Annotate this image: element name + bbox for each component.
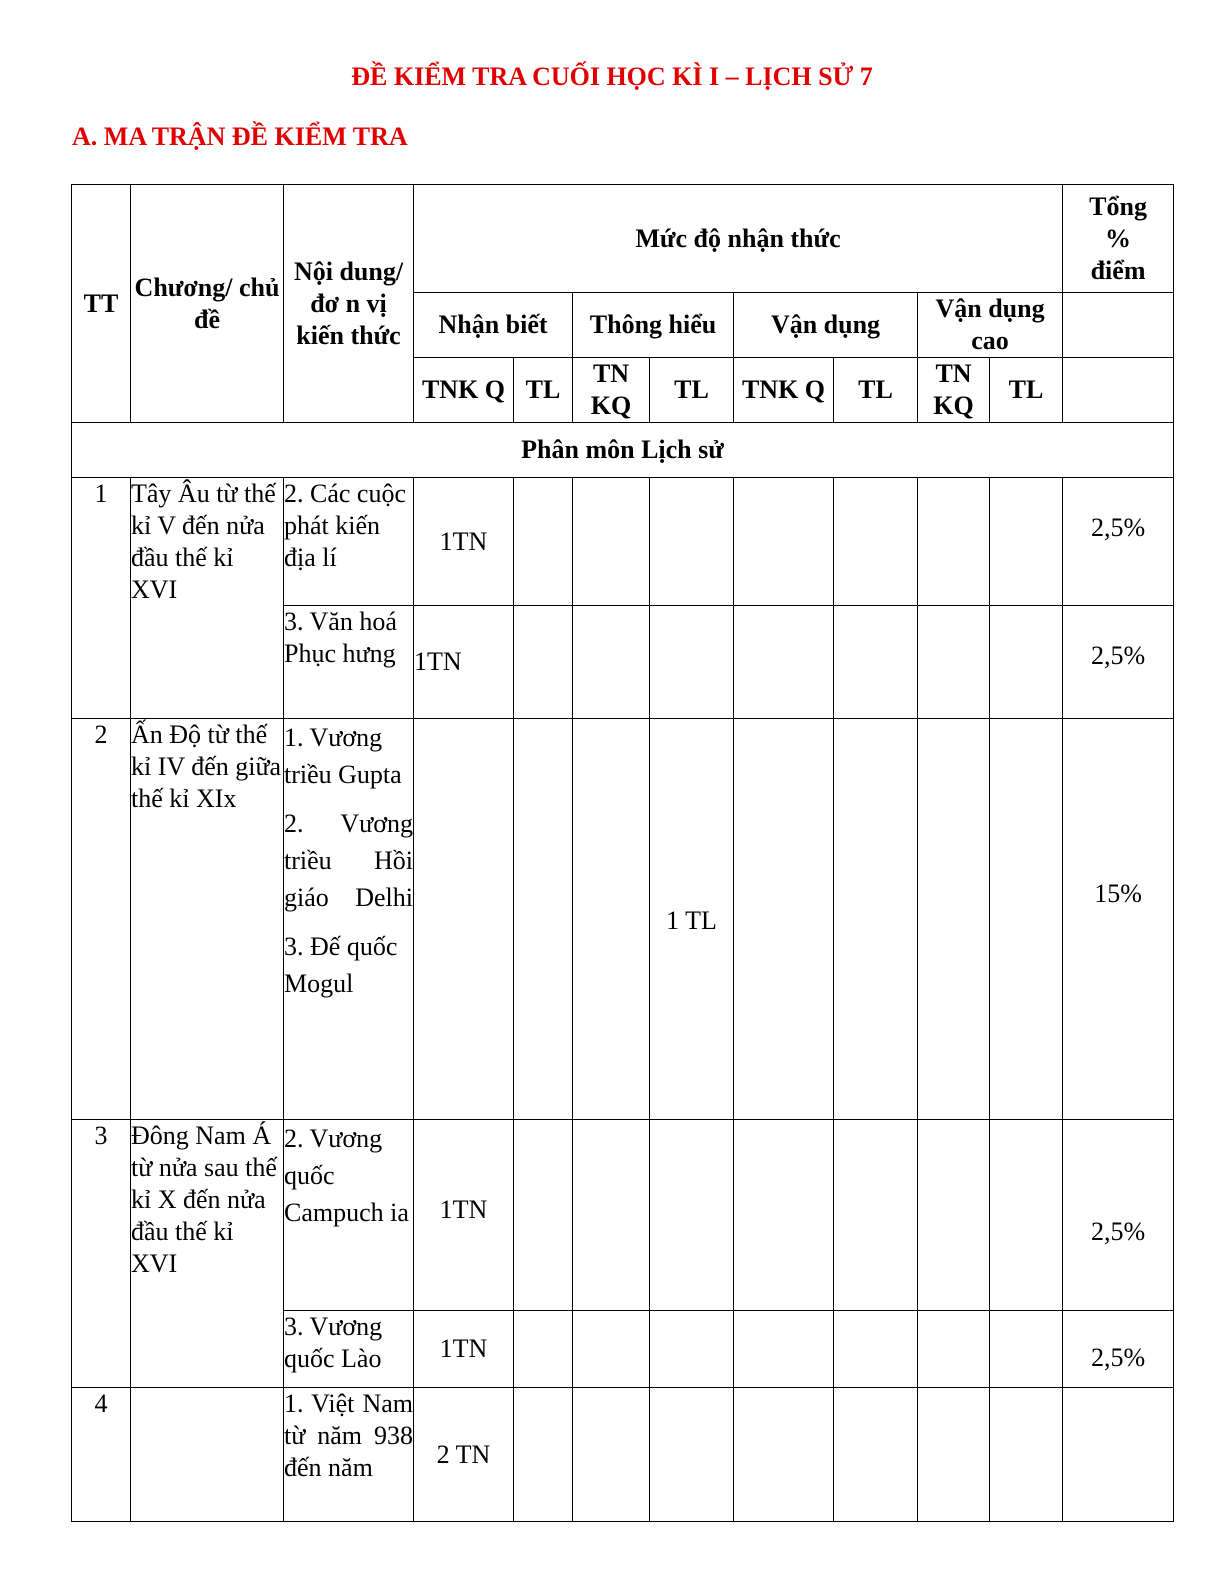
cell-nb-tl (514, 606, 573, 719)
row-chapter: Đông Nam Á từ nửa sau thế kỉ X đến nửa đầu thế kỉ XVI (131, 1120, 284, 1388)
cell-nb-tl (514, 1388, 573, 1522)
cell-total-pct: 2,5% (1063, 478, 1174, 606)
cell-vd-tl (834, 1311, 918, 1388)
cell-total-pct: 2,5% (1063, 1311, 1174, 1388)
cell-vd-tl (834, 478, 918, 606)
cell-th-tl: 1 TL (650, 719, 734, 1120)
table-row (72, 1388, 1174, 1522)
cell-vdc-tnkq (918, 1120, 990, 1311)
cell-nb-tl (514, 719, 573, 1120)
cell-vd-tnkq (734, 1120, 834, 1311)
table-row (72, 478, 1174, 606)
cell-nb-tnkq: 1TN (414, 478, 514, 606)
cell-vd-tnkq (734, 478, 834, 606)
cell-th-tl (650, 606, 734, 719)
cell-nb-tnkq: 1TN (414, 606, 514, 719)
cell-vdc-tnkq (918, 1311, 990, 1388)
cell-th-tnkq (573, 478, 650, 606)
header-sub-tnkq: TNK Q (734, 358, 834, 423)
header-total: Tổng % điểm (1063, 185, 1174, 293)
test-matrix-table (71, 184, 1174, 1522)
header-sub-tl: TL (650, 358, 734, 423)
cell-vdc-tl (990, 478, 1063, 606)
cell-th-tl (650, 1311, 734, 1388)
cell-vdc-tnkq (918, 606, 990, 719)
cell-nb-tnkq: 1TN (414, 1120, 514, 1311)
document-title: ĐỀ KIỂM TRA CUỐI HỌC KÌ I – LỊCH SỬ 7 (351, 62, 873, 91)
header-sub-tnkq: TNK Q (414, 358, 514, 423)
content-item: 1. Vương triều Gupta (284, 723, 402, 789)
row-content: 2. Vương quốc Campuch ia (284, 1120, 414, 1311)
header-content: Nội dung/đơ n vị kiến thức (284, 185, 414, 423)
header-level-group: Mức độ nhận thức (414, 185, 1063, 293)
cell-vdc-tnkq (918, 719, 990, 1120)
cell-total-pct: 15% (1063, 719, 1174, 1120)
cell-vdc-tnkq (918, 1388, 990, 1522)
cell-th-tl (650, 478, 734, 606)
cell-vd-tnkq (734, 1311, 834, 1388)
row-chapter (131, 1388, 284, 1522)
cell-nb-tl (514, 1311, 573, 1388)
header-row-1 (72, 185, 1174, 293)
row-content: 1. Việt Nam từ năm 938 đến năm (284, 1388, 414, 1522)
row-tt: 4 (72, 1388, 131, 1522)
cell-th-tl (650, 1388, 734, 1522)
cell-vdc-tl (990, 1311, 1063, 1388)
cell-vdc-tl (990, 606, 1063, 719)
row-chapter: Ấn Độ từ thế kỉ IV đến giữa thế kỉ XIx (131, 719, 284, 1120)
header-sub-tl: TL (834, 358, 918, 423)
cell-nb-tnkq: 2 TN (414, 1388, 514, 1522)
header-level-recognition: Nhận biết (414, 293, 573, 358)
row-content (284, 719, 414, 1120)
cell-total-pct (1063, 1388, 1174, 1522)
cell-th-tnkq (573, 1388, 650, 1522)
cell-vdc-tl (990, 1120, 1063, 1311)
cell-th-tnkq (573, 606, 650, 719)
cell-vd-tnkq (734, 1388, 834, 1522)
header-sub-tnkq: TN KQ (573, 358, 650, 423)
table-row (72, 719, 1174, 1120)
content-item: 2. Vương triều Hồi giáo Delhi (284, 809, 413, 912)
cell-th-tnkq (573, 1120, 650, 1311)
header-chapter: Chương/ chủ đề (131, 185, 284, 423)
cell-vd-tl (834, 606, 918, 719)
header-total-blank (1063, 293, 1174, 358)
header-sub-tl: TL (990, 358, 1063, 423)
header-level-high-application: Vận dụng cao (918, 293, 1063, 358)
cell-nb-tl (514, 1120, 573, 1311)
row-tt: 3 (72, 1120, 131, 1388)
header-level-application: Vận dụng (734, 293, 918, 358)
cell-nb-tnkq: 1TN (414, 1311, 514, 1388)
header-sub-tl: TL (514, 358, 573, 423)
cell-vdc-tl (990, 1388, 1063, 1522)
subject-row (72, 423, 1174, 478)
cell-th-tnkq (573, 1311, 650, 1388)
row-content: 3. Văn hoá Phục hưng (284, 606, 414, 719)
cell-total-pct: 2,5% (1063, 1120, 1174, 1311)
cell-vd-tnkq (734, 719, 834, 1120)
row-content: 3. Vương quốc Lào (284, 1311, 414, 1388)
cell-vdc-tl (990, 719, 1063, 1120)
cell-nb-tl (514, 478, 573, 606)
cell-th-tnkq (573, 719, 650, 1120)
subject-label: Phân môn Lịch sử (72, 423, 1174, 478)
section-title: A. MA TRẬN ĐỀ KIỂM TRA (72, 122, 408, 151)
header-total-blank (1063, 358, 1174, 423)
cell-vd-tl (834, 719, 918, 1120)
cell-total-pct: 2,5% (1063, 606, 1174, 719)
content-item: 3. Đế quốc Mogul (284, 932, 398, 998)
row-chapter: Tây Âu từ thế kỉ V đến nửa đầu thế kỉ XVI (131, 478, 284, 719)
row-content: 2. Các cuộc phát kiến địa lí (284, 478, 414, 606)
header-level-comprehension: Thông hiểu (573, 293, 734, 358)
cell-vd-tnkq (734, 606, 834, 719)
header-tt: TT (72, 185, 131, 423)
cell-th-tl (650, 1120, 734, 1311)
cell-vdc-tnkq (918, 478, 990, 606)
table-row (72, 1120, 1174, 1311)
cell-vd-tl (834, 1388, 918, 1522)
cell-vd-tl (834, 1120, 918, 1311)
cell-nb-tnkq (414, 719, 514, 1120)
row-tt: 1 (72, 478, 131, 719)
row-tt: 2 (72, 719, 131, 1120)
header-sub-tnkq: TN KQ (918, 358, 990, 423)
